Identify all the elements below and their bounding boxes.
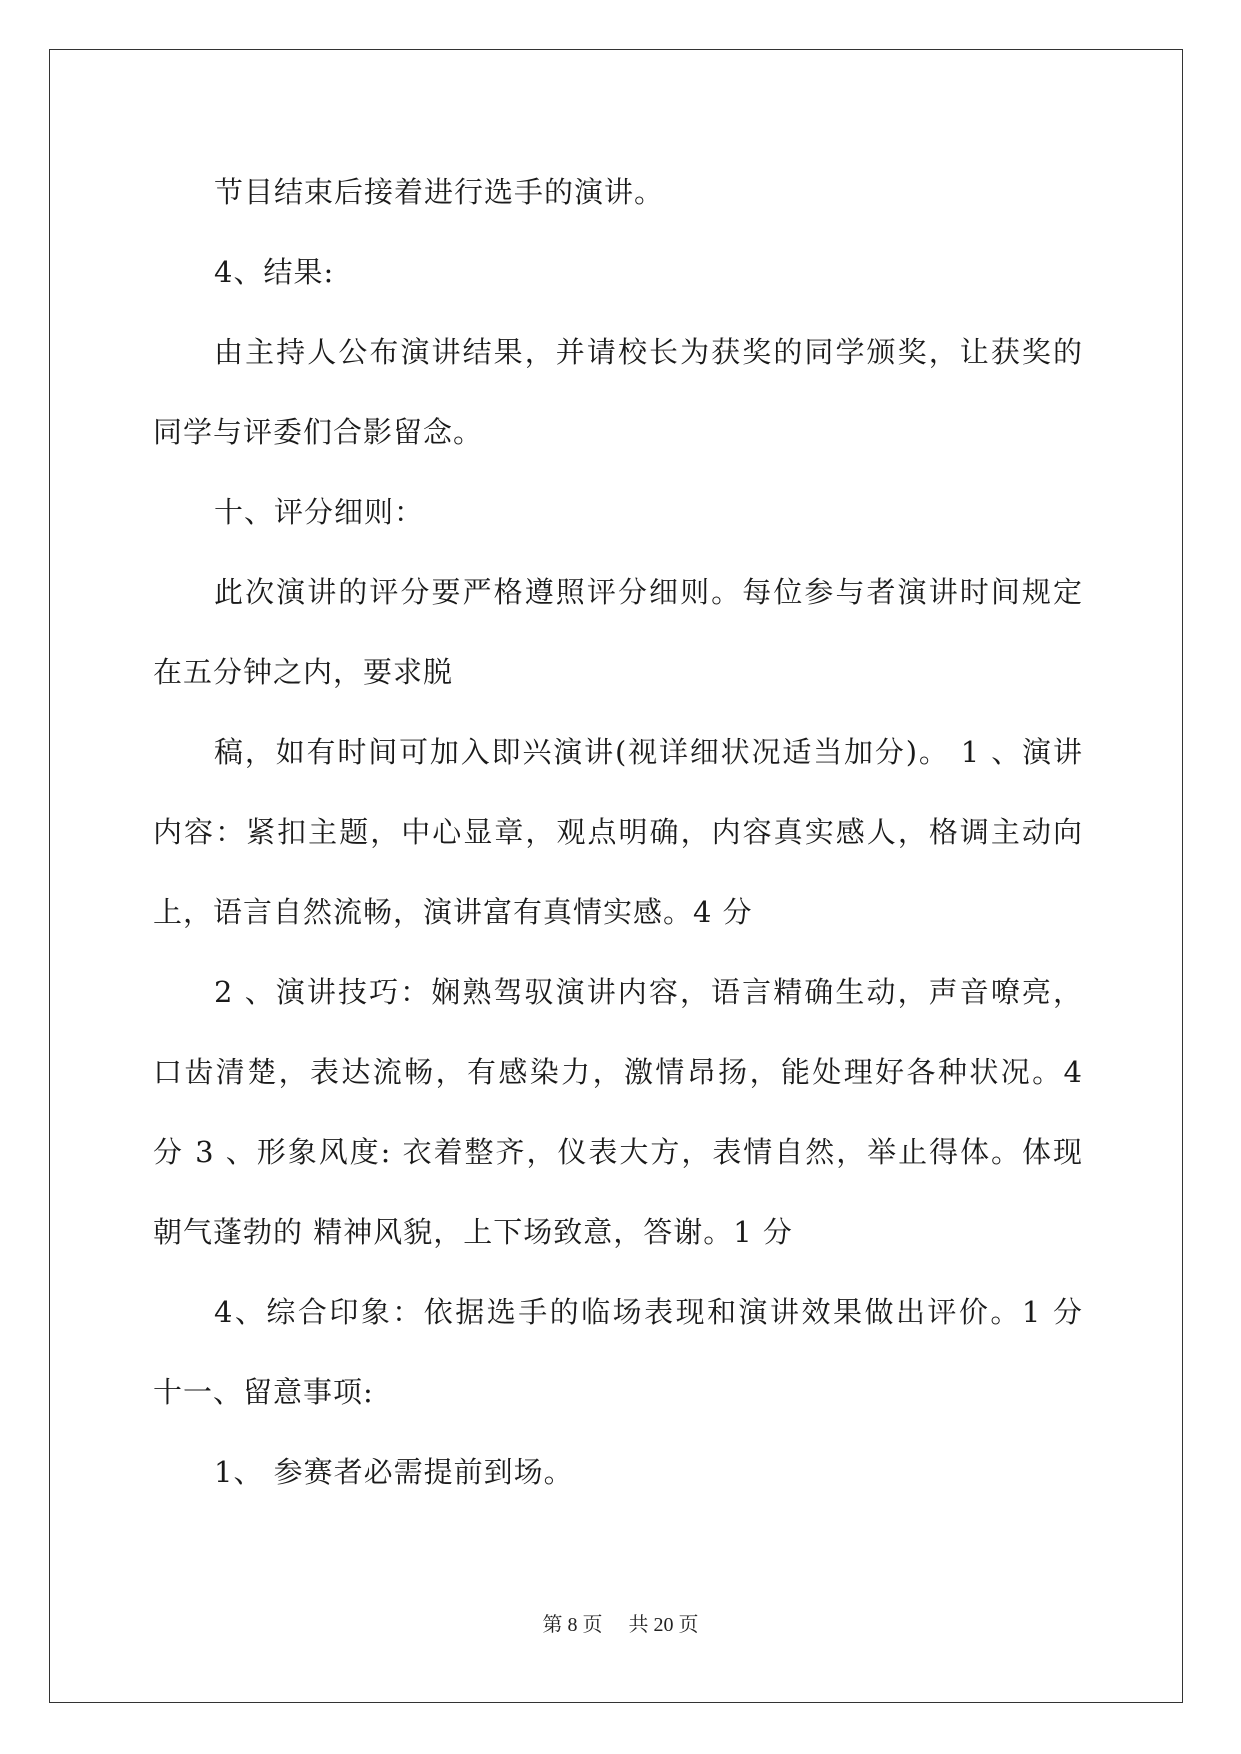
paragraph-line: 在五分钟之内，要求脱 <box>153 655 454 689</box>
page-footer <box>0 1608 1241 1637</box>
paragraph-line: 此次演讲的评分要严格遵照评分细则。每位参与者演讲时间规定 <box>214 575 1083 609</box>
paragraph-line: 内容：紧扣主题，中心显章，观点明确，内容真实感人，格调主动向 <box>153 815 1083 849</box>
paragraph-line: 上，语言自然流畅，演讲富有真情实感。4 分 <box>153 895 753 929</box>
paragraph-line: 口齿清楚，表达流畅，有感染力，激情昂扬，能处理好各种状况。4 <box>153 1055 1083 1089</box>
paragraph-line: 4、综合印象：依据选手的临场表现和演讲效果做出评价。1 分 <box>214 1295 1083 1329</box>
paragraph-line: 分 3 、形象风度: 衣着整齐，仪表大方，表情自然，举止得体。体现 <box>153 1135 1083 1169</box>
paragraph-line: 4、结果: <box>214 255 335 289</box>
page-total: 共 20 页 <box>628 1614 699 1636</box>
paragraph-line: 朝气蓬勃的 精神风貌，上下场致意，答谢。1 分 <box>153 1215 793 1249</box>
paragraph-line: 节目结束后接着进行选手的演讲。 <box>214 175 665 209</box>
paragraph-line: 2 、演讲技巧：娴熟驾驭演讲内容，语言精确生动，声音嘹亮， <box>214 975 1083 1009</box>
paragraph-line: 稿，如有时间可加入即兴演讲(视详细状况适当加分)。 1 、演讲 <box>214 735 1083 769</box>
paragraph-line: 由主持人公布演讲结果，并请校长为获奖的同学颁奖，让获奖的 <box>214 335 1083 369</box>
page-number: 第 8 页 <box>542 1614 603 1636</box>
paragraph-line: 同学与评委们合影留念。 <box>153 415 484 449</box>
section-heading: 十一、留意事项: <box>153 1375 374 1409</box>
section-heading: 十、评分细则： <box>214 495 425 529</box>
list-item: 1、 参赛者必需提前到场。 <box>214 1455 574 1489</box>
